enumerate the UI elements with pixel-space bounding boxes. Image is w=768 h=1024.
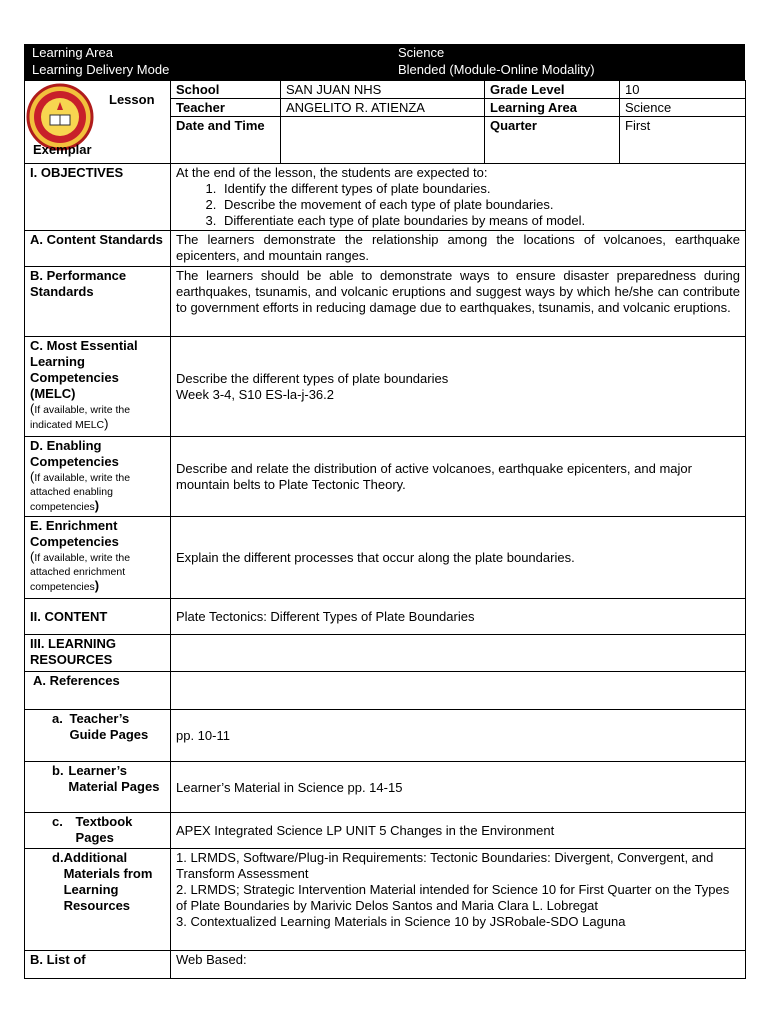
melc-note: (If available, write the indicated MELC) — [30, 401, 131, 431]
performance-standards-text: The learners should be able to demonstrate ways to ensure disaster preparedness during earthquakes, tsunamis, and volcanic eruptions and suggest ways by which he/she can contribute to government efforts in reducing damage due to earthquakes, tsunamis, and volcanic eruptions. — [171, 267, 746, 337]
textbook-label: Textbook Pages — [75, 814, 133, 845]
objective-item: 1. Identify the different types of plate boundaries. — [220, 181, 740, 197]
list-of-value: Web Based: — [171, 951, 746, 979]
melc-content — [171, 337, 746, 437]
learning-resources-value — [171, 635, 746, 672]
school-value: SAN JUAN NHS — [281, 81, 485, 99]
exemplar-word: Exemplar — [33, 142, 92, 157]
date-time-label: Date and Time — [171, 117, 281, 164]
performance-standards-label: B. Performance Standards — [25, 267, 171, 337]
teachers-guide-num: a. — [52, 711, 63, 726]
additional-materials-list — [171, 849, 746, 951]
melc-line1: Describe the different types of plate boundaries — [176, 371, 449, 386]
learning-area-value: Science — [398, 45, 445, 60]
objectives-list — [176, 181, 740, 229]
melc-label: C. Most Essential Learning Competencies (MELC) — [30, 338, 138, 401]
quarter-label: Quarter — [485, 117, 620, 164]
melc-label-cell — [25, 337, 171, 437]
learning-area-label: Learning Area — [32, 45, 113, 60]
references-value — [171, 672, 746, 710]
teacher-label: Teacher — [171, 99, 281, 117]
school-logo-cell — [25, 81, 171, 164]
objective-item: 2. Describe the movement of each type of plate boundaries. — [220, 197, 740, 213]
textbook-label-cell — [25, 813, 171, 849]
teachers-guide-value: pp. 10-11 — [171, 710, 746, 762]
additional-materials-num: d. — [52, 850, 64, 865]
enabling-label: D. Enabling Competencies — [30, 438, 119, 469]
delivery-mode-label: Learning Delivery Mode — [32, 62, 170, 77]
objectives-intro: At the end of the lesson, the students are expected to: — [176, 165, 488, 180]
content-standards-text: The learners demonstrate the relationship among the locations of volcanoes, earthquake epicenters, and mountain ranges. — [171, 231, 746, 267]
objectives-label: I. OBJECTIVES — [25, 164, 171, 231]
enabling-label-cell — [25, 437, 171, 517]
learners-material-label-cell — [25, 762, 171, 813]
delivery-mode-value: Blended (Module-Online Modality) — [398, 62, 595, 77]
date-time-value — [281, 117, 485, 164]
grade-level-label: Grade Level — [485, 81, 620, 99]
textbook-value: APEX Integrated Science LP UNIT 5 Changes in the Environment — [171, 813, 746, 849]
enrichment-text: Explain the different processes that occur along the plate boundaries. — [171, 517, 746, 599]
learning-area-info-label: Learning Area — [485, 99, 620, 117]
school-label: School — [171, 81, 281, 99]
list-of-label: B. List of — [25, 951, 171, 979]
grade-level-value: 10 — [620, 81, 746, 99]
enrichment-note: (If available, write the attached enrichment competencies) — [30, 549, 131, 593]
melc-line2: Week 3-4, S10 ES-la-j-36.2 — [176, 387, 334, 402]
teacher-value: ANGELITO R. ATIENZA — [281, 99, 485, 117]
quarter-value: First — [620, 117, 746, 164]
learning-resources-label: III. LEARNING RESOURCES — [25, 635, 171, 672]
lesson-exemplar-document — [24, 44, 745, 979]
learning-area-info-value: Science — [620, 99, 746, 117]
additional-material-item: 2. LRMDS; Strategic Intervention Material intended for Science 10 for First Quarter on the Types of Plate Boundaries by Marivic Delos Santos and Maria Clara L. Lobregat — [176, 882, 730, 913]
enrichment-label-cell — [25, 517, 171, 599]
header-bar — [24, 44, 745, 80]
lesson-word: Lesson — [109, 92, 155, 107]
enabling-text: Describe and relate the distribution of active volcanoes, earthquake epicenters, and major mountain belts to Plate Tectonic Theory. — [171, 437, 746, 517]
textbook-num: c. — [52, 814, 63, 829]
content-label: II. CONTENT — [25, 599, 171, 635]
content-standards-label: A. Content Standards — [25, 231, 171, 267]
learners-material-value: Learner’s Material in Science pp. 14-15 — [171, 762, 746, 813]
additional-material-item: 1. LRMDS, Software/Plug-in Requirements: Tectonic Boundaries: Divergent, Convergent, and Transform Assessment — [176, 850, 714, 881]
enabling-note: (If available, write the attached enabling competencies) — [30, 469, 131, 513]
objectives-content — [171, 164, 746, 231]
objective-item: 3. Differentiate each type of plate boundaries by means of model. — [220, 213, 740, 229]
additional-material-item: 3. Contextualized Learning Materials in Science 10 by JSRobale-SDO Laguna — [176, 914, 626, 929]
teachers-guide-label-cell — [25, 710, 171, 762]
content-text: Plate Tectonics: Different Types of Plate Boundaries — [171, 599, 746, 635]
additional-materials-label: Additional Materials from Learning Resources — [63, 850, 153, 913]
teachers-guide-label: Teacher’s Guide Pages — [69, 711, 149, 742]
additional-materials-label-cell — [25, 849, 171, 951]
references-label: A. References — [25, 672, 171, 710]
lesson-table — [24, 80, 746, 979]
learners-material-num: b. — [52, 763, 64, 778]
learners-material-label: Learner’s Material Pages — [68, 763, 160, 794]
enrichment-label: E. Enrichment Competencies — [30, 518, 119, 549]
